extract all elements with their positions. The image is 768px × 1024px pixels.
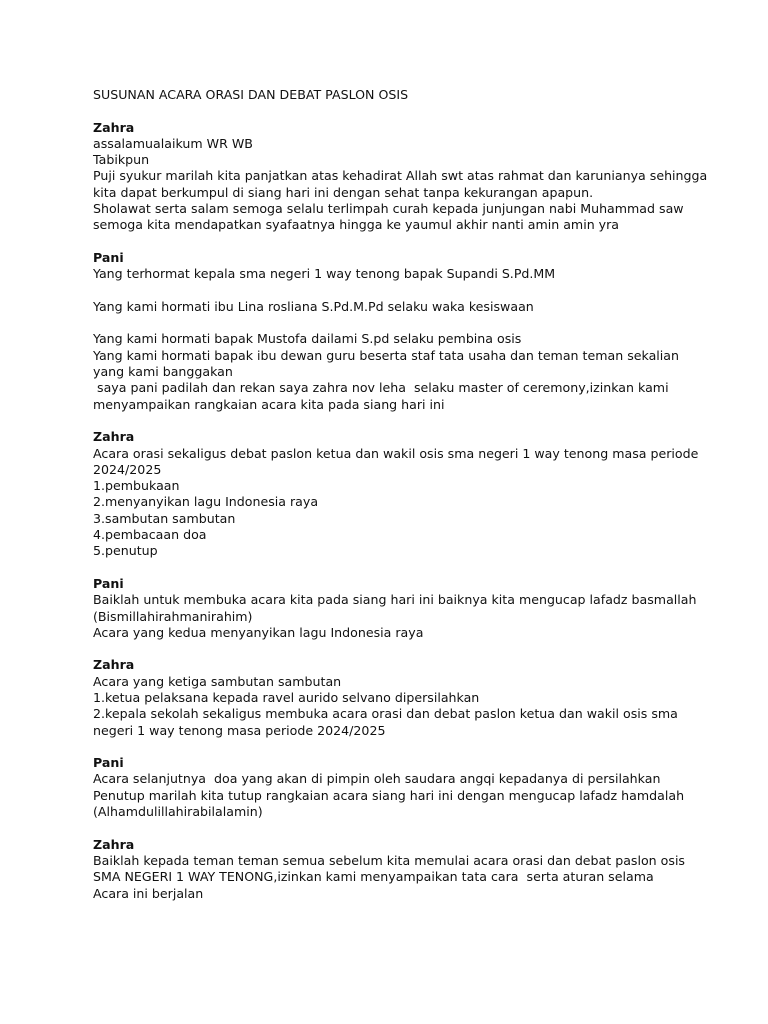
speaker-section [93,119,712,234]
text-line: Tabikpun [93,152,150,168]
text-line: Acara selanjutnya doa yang akan di pimpin oleh saudara angqi kepadanya di persilahkan [93,771,661,787]
text-line: Acara yang kedua menyanyikan lagu Indonesia raya [93,624,424,640]
speaker-name: Pani [93,575,124,591]
text-line: 2.kepala sekolah sekaligus membuka acara orasi dan debat paslon ketua dan wakil osis sma negeri 1 way tenong masa periode 2024/2025 [93,706,682,738]
text-line: Yang terhormat kepala sma negeri 1 way tenong bapak Supandi S.Pd.MM [93,266,556,282]
text-line: Sholawat serta salam semoga selalu terlimpah curah kepada junjungan nabi Muhammad saw semoga kita mendapatkan syafaatnya hingga ke yaumul akhir nanti amin amin yra [93,201,688,233]
speaker-name: Zahra [93,657,135,673]
text-line: Acara yang ketiga sambutan sambutan [93,673,342,689]
text-line: 4.pembacaan doa [93,527,207,543]
text-line: saya pani padilah dan rekan saya zahra nov leha selaku master of ceremony,izinkan kami menyampaikan rangkaian acara kita pada siang hari ini [93,380,673,412]
blank-line [93,283,708,299]
speaker-section [93,429,708,559]
text-line: Yang kami hormati ibu Lina rosliana S.Pd.M.Pd selaku waka kesiswaan [93,298,534,314]
speaker-section [93,576,708,641]
text-line: Yang kami hormati bapak ibu dewan guru beserta staf tata usaha dan teman teman sekalian yang kami banggakan [93,347,683,380]
text-line: 5.penutup [93,543,158,559]
speaker-section [93,837,708,902]
speaker-section [93,657,708,738]
text-line: Acara ini berjalan [93,885,204,901]
speaker-section [93,250,708,413]
speaker-name: Pani [93,755,124,771]
text-line: Penutup marilah kita tutup rangkaian acara siang hari ini dengan mengucap lafadz hamdalah (Alhamdulillahirabilalamin) [93,787,689,820]
speaker-name: Zahra [93,119,135,135]
text-line: Baiklah kepada teman teman semua sebelum kita memulai acara orasi dan debat paslon osis SMA NEGERI 1 WAY TENONG,izinkan kami menyampaikan tata cara serta aturan selama [93,852,690,885]
text-line: Yang kami hormati bapak Mustofa dailami S.pd selaku pembina osis [93,331,522,347]
text-line: assalamualaikum WR WB [93,135,253,151]
text-line: Baiklah untuk membuka acara kita pada siang hari ini baiknya kita mengucap lafadz basmallah (Bismillahirahmanirahim) [93,592,701,624]
text-line: 3.sambutan sambutan [93,510,236,526]
text-line: Acara orasi sekaligus debat paslon ketua dan wakil osis sma negeri 1 way tenong masa periode 2024/2025 [93,445,703,477]
text-line: 2.menyanyikan lagu Indonesia raya [93,494,319,510]
document-body [93,119,712,902]
text-line: Puji syukur marilah kita panjatkan atas kehadirat Allah swt atas rahmat dan karunianya sehingga kita dapat berkumpul di siang hari ini dengan sehat tanpa kekurangan apapun. [93,168,712,200]
speaker-name: Zahra [93,429,135,445]
speaker-name: Pani [93,249,124,265]
blank-line [93,315,708,331]
document-title: SUSUNAN ACARA ORASI DAN DEBAT PASLON OSIS [93,87,409,102]
speaker-name: Zahra [93,836,135,852]
text-line: 1.pembukaan [93,478,180,494]
text-line: 1.ketua pelaksana kepada ravel aurido selvano dipersilahkan [93,689,480,705]
speaker-section [93,755,708,820]
